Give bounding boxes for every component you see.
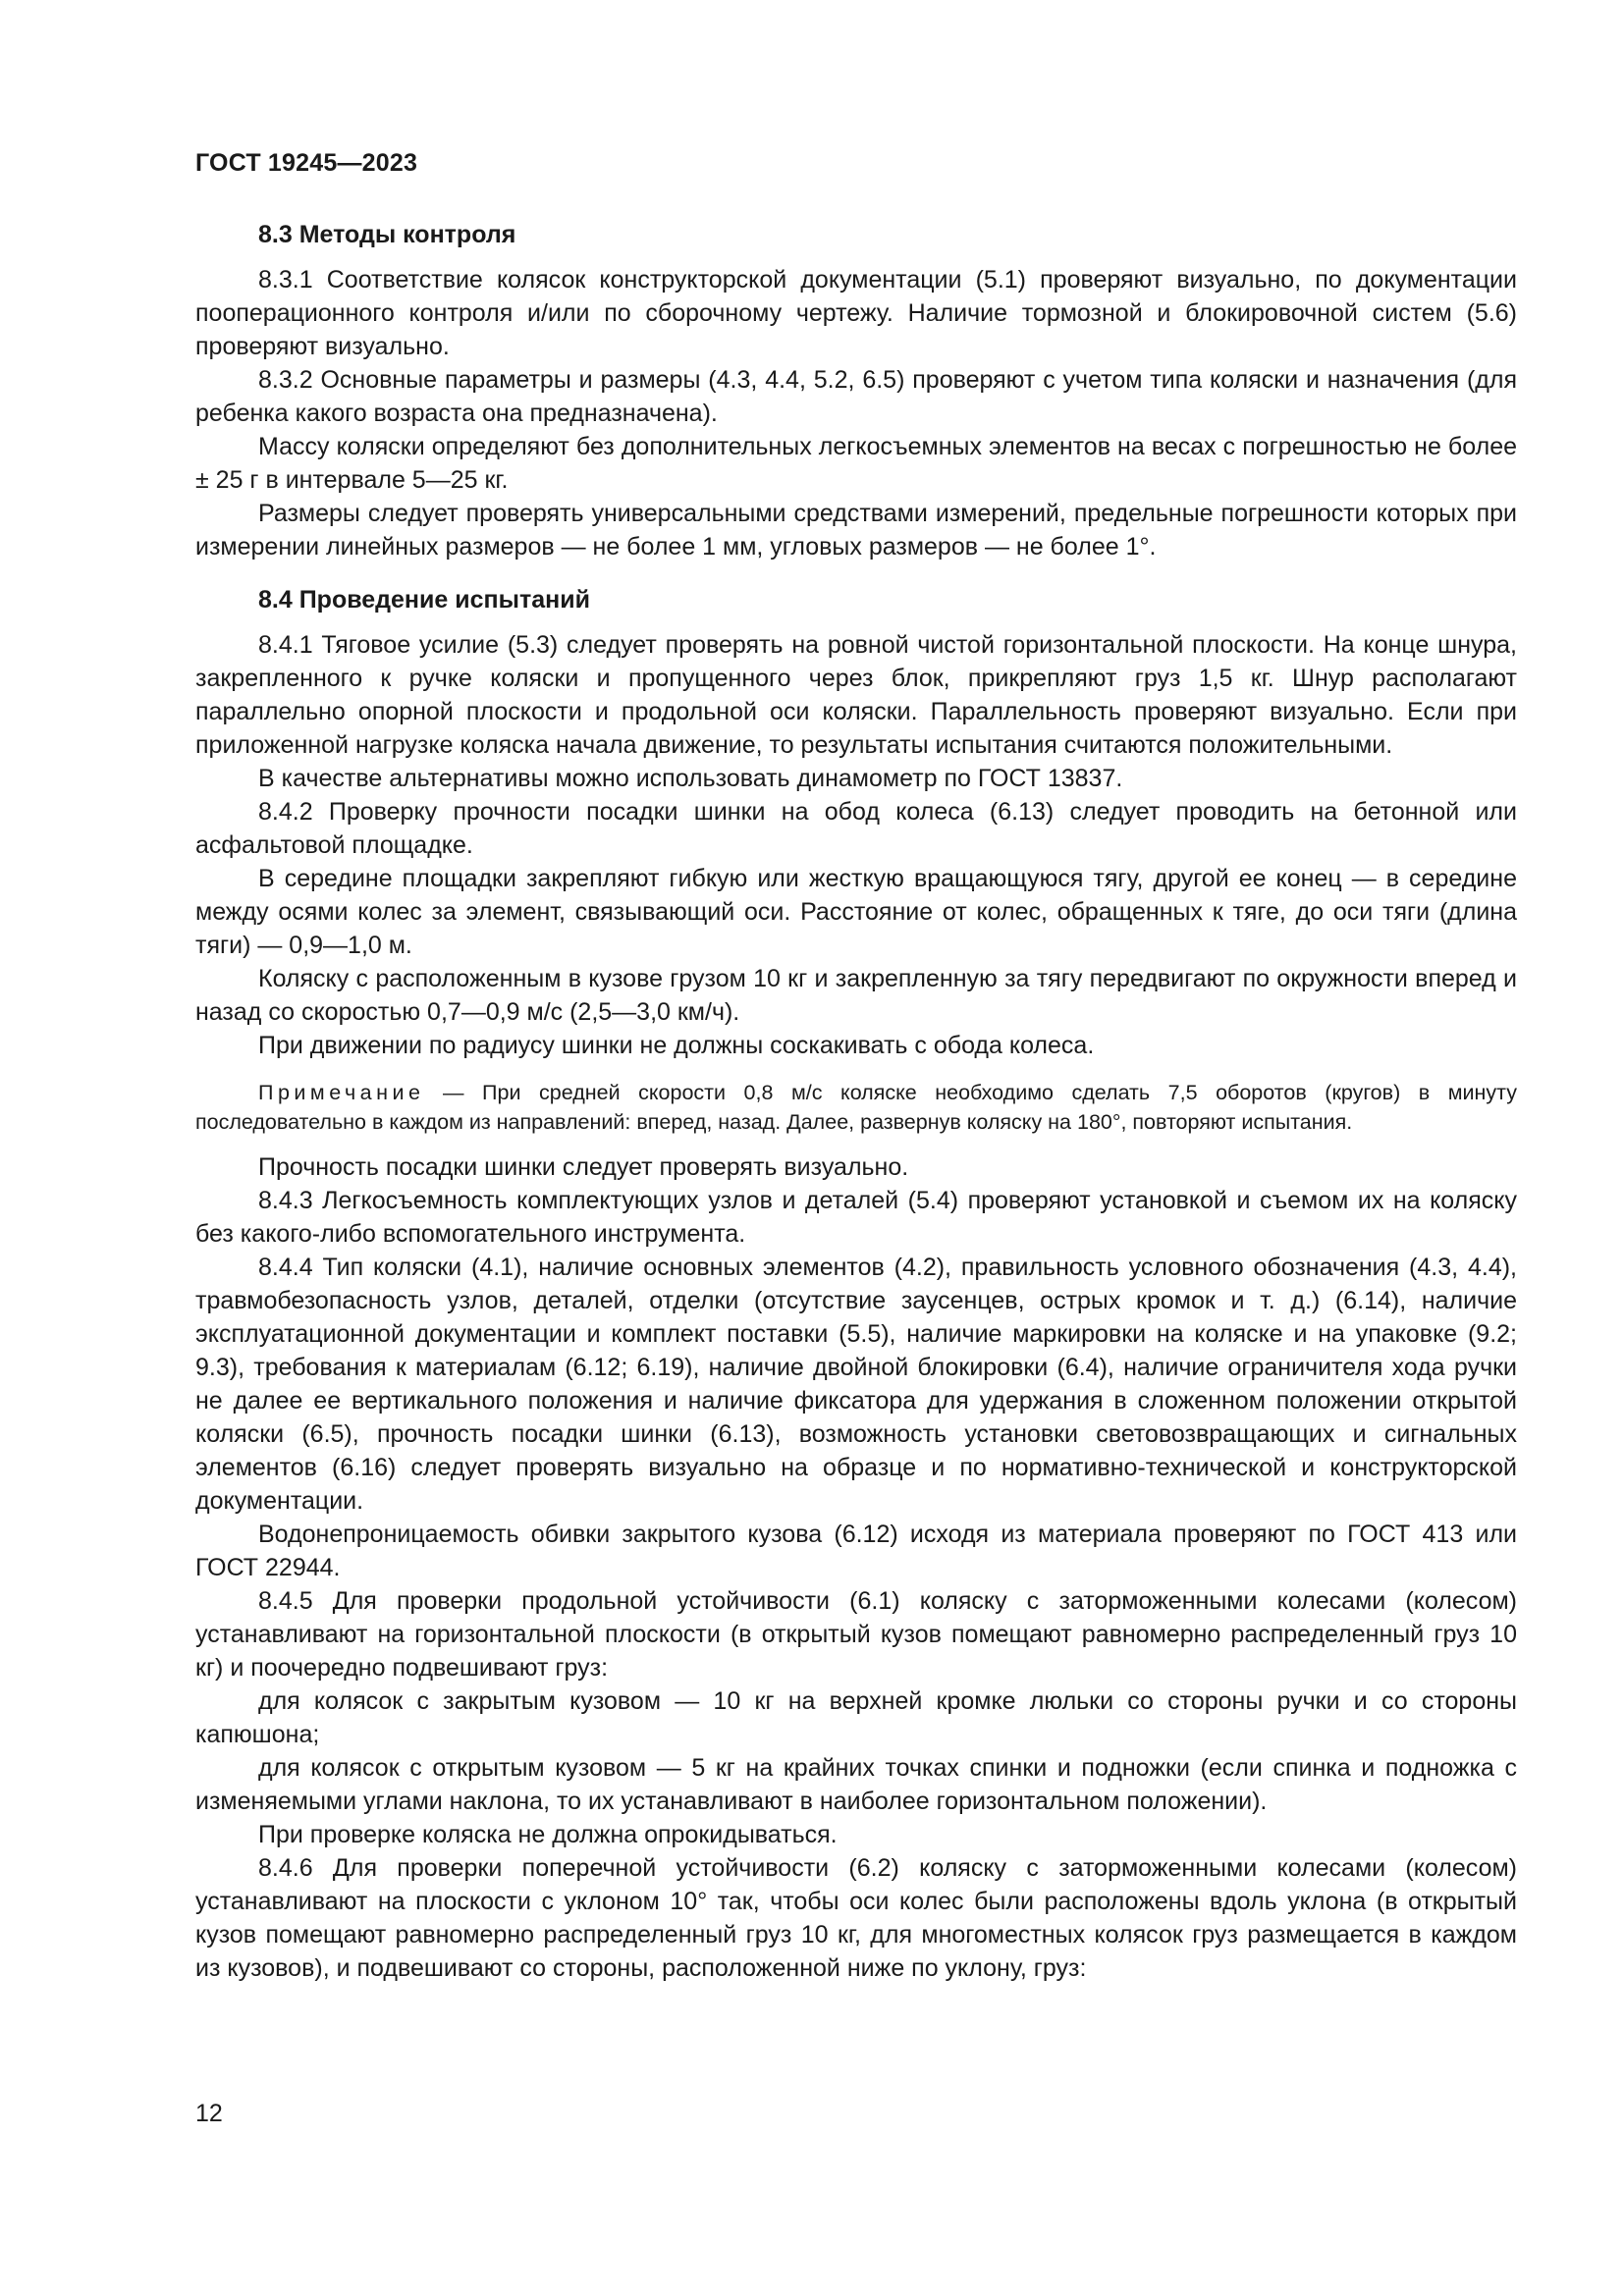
paragraph-tire-check: Прочность посадки шинки следует проверять визуально. xyxy=(258,1153,909,1181)
paragraph-8-4-4: 8.4.4 Тип коляски (4.1), наличие основных элементов (4.2), правильность условного обозначения (4.3, 4.4), травмобезопасность узлов, деталей, отделки (отсутствие заусенцев, острых кромок и т. д.) (6.14), наличие эксплуатационной документации и комплект поставки (5.5), наличие маркировки на коляске и на упаковке (9.2; 9.3), требования к материалам (6.12; 6.19), наличие двойной блокировки (6.4), наличие ограничителя хода ручки не далее ее вертикального положения и наличие фиксатора для удержания в сложенном положении открытой коляски (6.5), прочность посадки шинки (6.13), возможность установки световозвращающих и сигнальных элементов (6.16) следует проверять визуально на образце и по нормативно-технической и конструкторской документации. xyxy=(195,1254,1517,1515)
paragraph-closed-body: для колясок с закрытым кузовом — 10 кг на верхней кромке люльки со стороны ручки и со стороны капюшона; xyxy=(195,1687,1517,1748)
note-text: — При средней скорости 0,8 м/с коляске необходимо сделать 7,5 оборотов (кругов) в минуту последовательно в каждом из направлений: вперед, назад. Далее, развернув коляску на 180°, повторяют испытания. xyxy=(195,1081,1517,1134)
paragraph-waterproof: Водонепроницаемость обивки закрытого кузова (6.12) исходя из материала проверяют по ГОСТ 413 или ГОСТ 22944. xyxy=(195,1521,1517,1581)
note-block xyxy=(195,1078,1517,1137)
paragraph-load-move: Коляску с расположенным в кузове грузом 10 кг и закрепленную за тягу передвигают по окружности вперед и назад со скоростью 0,7—0,9 м/с (2,5—3,0 км/ч). xyxy=(195,965,1517,1026)
paragraph-8-4-6: 8.4.6 Для проверки поперечной устойчивости (6.2) коляску с заторможенными колесами (колесом) устанавливают на плоскости с уклоном 10° так, чтобы оси колес были расположены вдоль уклона (в открытый кузов помещают равномерно распределенный груз 10 кг, для многоместных колясок груз размещается в каждом из кузовов), и подвешивают со стороны, расположенной ниже по уклону, груз: xyxy=(195,1854,1517,1982)
paragraph-sizes: Размеры следует проверять универсальными средствами измерений, предельные погрешности которых при измерении линейных размеров — не более 1 мм, угловых размеров — не более 1°. xyxy=(195,500,1517,561)
section-title-8-3: 8.3 Методы контроля xyxy=(258,221,516,248)
paragraph-8-4-1: 8.4.1 Тяговое усилие (5.3) следует проверять на ровной чистой горизонтальной плоскости. На конце шнура, закрепленного к ручке коляски и пропущенного через блок, прикрепляют груз 1,5 кг. Шнур располагают параллельно опорной плоскости и продольной оси коляски. Параллельность проверяют визуально. Если при приложенной нагрузке коляска начала движение, то результаты испытания считаются положительными. xyxy=(195,631,1517,759)
paragraph-open-body: для колясок с открытым кузовом — 5 кг на крайних точках спинки и подножки (если спинка и подножка с изменяемыми углами наклона, то их устанавливают в наиболее горизонтальном положении). xyxy=(195,1754,1517,1815)
paragraph-rod: В середине площадки закрепляют гибкую или жесткую вращающуюся тягу, другой ее конец — в середине между осями колес за элемент, связывающий оси. Расстояние от колес, обращенных к тяге, до оси тяги (длина тяги) — 0,9—1,0 м. xyxy=(195,865,1517,959)
paragraph-8-3-1: 8.3.1 Соответствие колясок конструкторской документации (5.1) проверяют визуально, по документации пооперационного контроля и/или по сборочному чертежу. Наличие тормозной и блокировочной систем (5.6) проверяют визуально. xyxy=(195,266,1517,360)
paragraph-dynamometer: В качестве альтернативы можно использовать динамометр по ГОСТ 13837. xyxy=(258,765,1123,792)
paragraph-tires: При движении по радиусу шинки не должны соскакивать с обода колеса. xyxy=(258,1032,1095,1059)
page-content xyxy=(195,218,1517,1985)
paragraph-8-3-2: 8.3.2 Основные параметры и размеры (4.3, 4.4, 5.2, 6.5) проверяют с учетом типа коляски и назначения (для ребенка какого возраста она предназначена). xyxy=(195,366,1517,427)
paragraph-8-4-2: 8.4.2 Проверку прочности посадки шинки на обод колеса (6.13) следует проводить на бетонной или асфальтовой площадке. xyxy=(195,798,1517,859)
section-title-8-4: 8.4 Проведение испытаний xyxy=(258,586,590,614)
paragraph-mass: Массу коляски определяют без дополнительных легкосъемных элементов на весах с погрешностью не более ± 25 г в интервале 5—25 кг. xyxy=(195,433,1517,494)
paragraph-8-4-3: 8.4.3 Легкосъемность комплектующих узлов и деталей (5.4) проверяют установкой и съемом их на коляску без какого-либо вспомогательного инструмента. xyxy=(195,1187,1517,1248)
paragraph-no-tip: При проверке коляска не должна опрокидываться. xyxy=(258,1821,838,1848)
note-label: Примечание xyxy=(258,1081,425,1104)
document-header-code: ГОСТ 19245—2023 xyxy=(195,149,418,177)
paragraph-8-4-5: 8.4.5 Для проверки продольной устойчивости (6.1) коляску с заторможенными колесами (колесом) устанавливают на горизонтальной плоскости (в открытый кузов помещают равномерно распределенный груз 10 кг) и поочередно подвешивают груз: xyxy=(195,1587,1517,1682)
page-number: 12 xyxy=(195,2100,223,2127)
